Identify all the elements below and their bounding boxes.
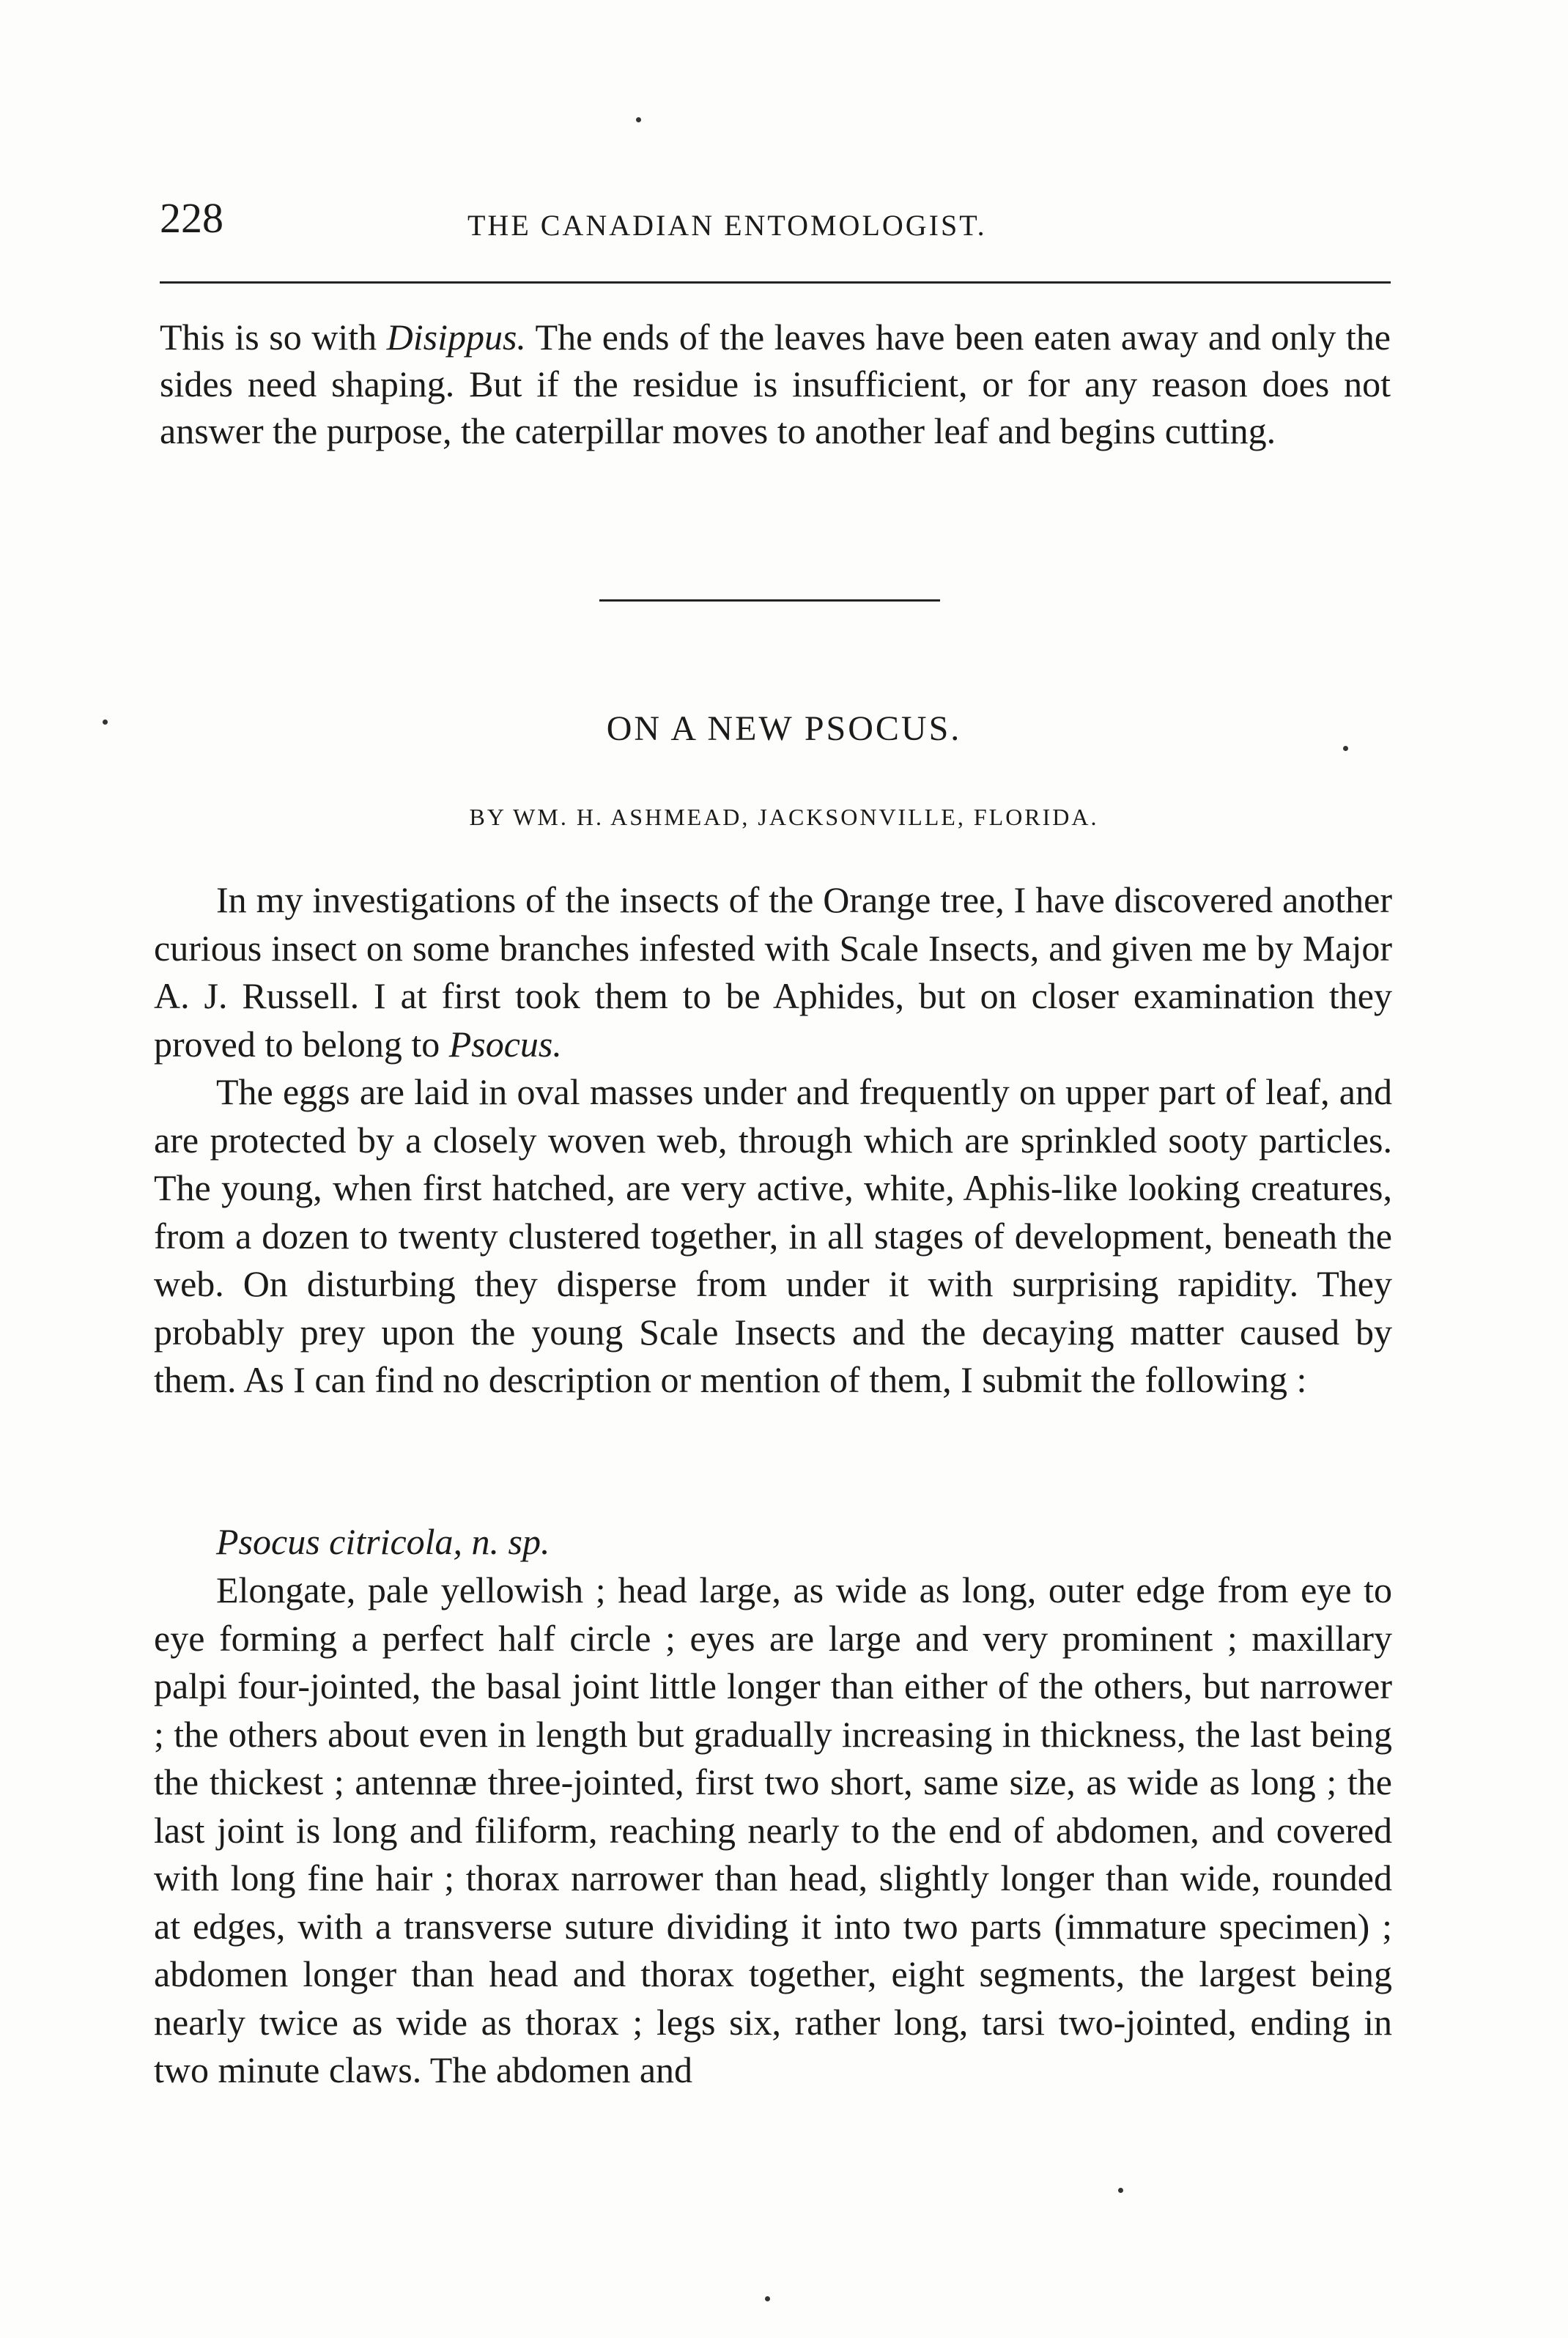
print-speck: [103, 719, 108, 725]
print-speck: [1343, 746, 1348, 751]
print-speck: [1118, 2188, 1123, 2193]
header-rule: [160, 281, 1391, 284]
intro-italic: Psocus.: [448, 1023, 562, 1065]
print-speck: [636, 117, 641, 122]
print-speck: [765, 2296, 770, 2301]
species-description: [154, 1566, 1392, 2095]
page-number: 228: [160, 194, 223, 242]
continuation-italic: Disippus.: [386, 317, 526, 358]
article-intro: [154, 876, 1392, 1405]
article-byline: BY WM. H. ASHMEAD, JACKSONVILLE, FLORIDA.: [469, 804, 1099, 830]
running-head: THE CANADIAN ENTOMOLOGIST.: [467, 209, 987, 242]
continuation-paragraph: [160, 314, 1391, 454]
article-title: ON A NEW PSOCUS.: [606, 709, 962, 748]
section-divider: [599, 599, 940, 602]
intro-paragraph: [154, 876, 1392, 1068]
continuation-text-start: This is so with: [160, 317, 387, 358]
species-heading: Psocus citricola, n. sp.: [216, 1521, 550, 1562]
page-header: [160, 196, 1391, 255]
description-paragraph: Elongate, pale yellowish ; head large, as wide as long, outer edge from eye to eye forming a perfect half circle ; eyes are large and very prominent ; maxillary palpi four-jointed, the basal joint little longer than either of the others, but narrower ; the others about even in length but gradually increasing in thickness, the last being the thickest ; antennæ three-jointed, first two short, same size, as wide as long ; the last joint is long and filiform, reaching nearly to the end of abdomen, and covered with long fine hair ; thorax narrower than head, slightly longer than wide, rounded at edges, with a transverse suture dividing it into two parts (immature specimen) ; abdomen longer than head and thorax together, eight segments, the largest being nearly twice as wide as thorax ; legs six, rather long, tarsi two-jointed, ending in two minute claws. The abdomen and: [154, 1569, 1392, 2090]
eggs-paragraph: The eggs are laid in oval masses under and frequently on upper part of leaf, and are protected by a closely woven web, through which are sprinkled sooty particles. The young, when first hatched, are very active, white, Aphis-like looking creatures, from a dozen to twenty clustered together, in all stages of development, beneath the web. On disturbing they disperse from under it with surprising rapidity. They probably prey upon the young Scale Insects and the decaying matter caused by them. As I can find no description or mention of them, I submit the following :: [154, 1071, 1392, 1400]
intro-text: In my investigations of the insects of the Orange tree, I have discovered another curious insect on some branches infested with Scale Insects, and given me by Major A. J. Russell. I at first took them to be Aphides, but on closer examination they proved to belong to: [154, 879, 1392, 1065]
continuation-text-end: The ends of the leaves have been eaten away and only the sides need shaping. But if the residue is insufficient, or for any reason does not answer the purpose, the caterpillar moves to another leaf and begins cutting.: [160, 317, 1391, 451]
